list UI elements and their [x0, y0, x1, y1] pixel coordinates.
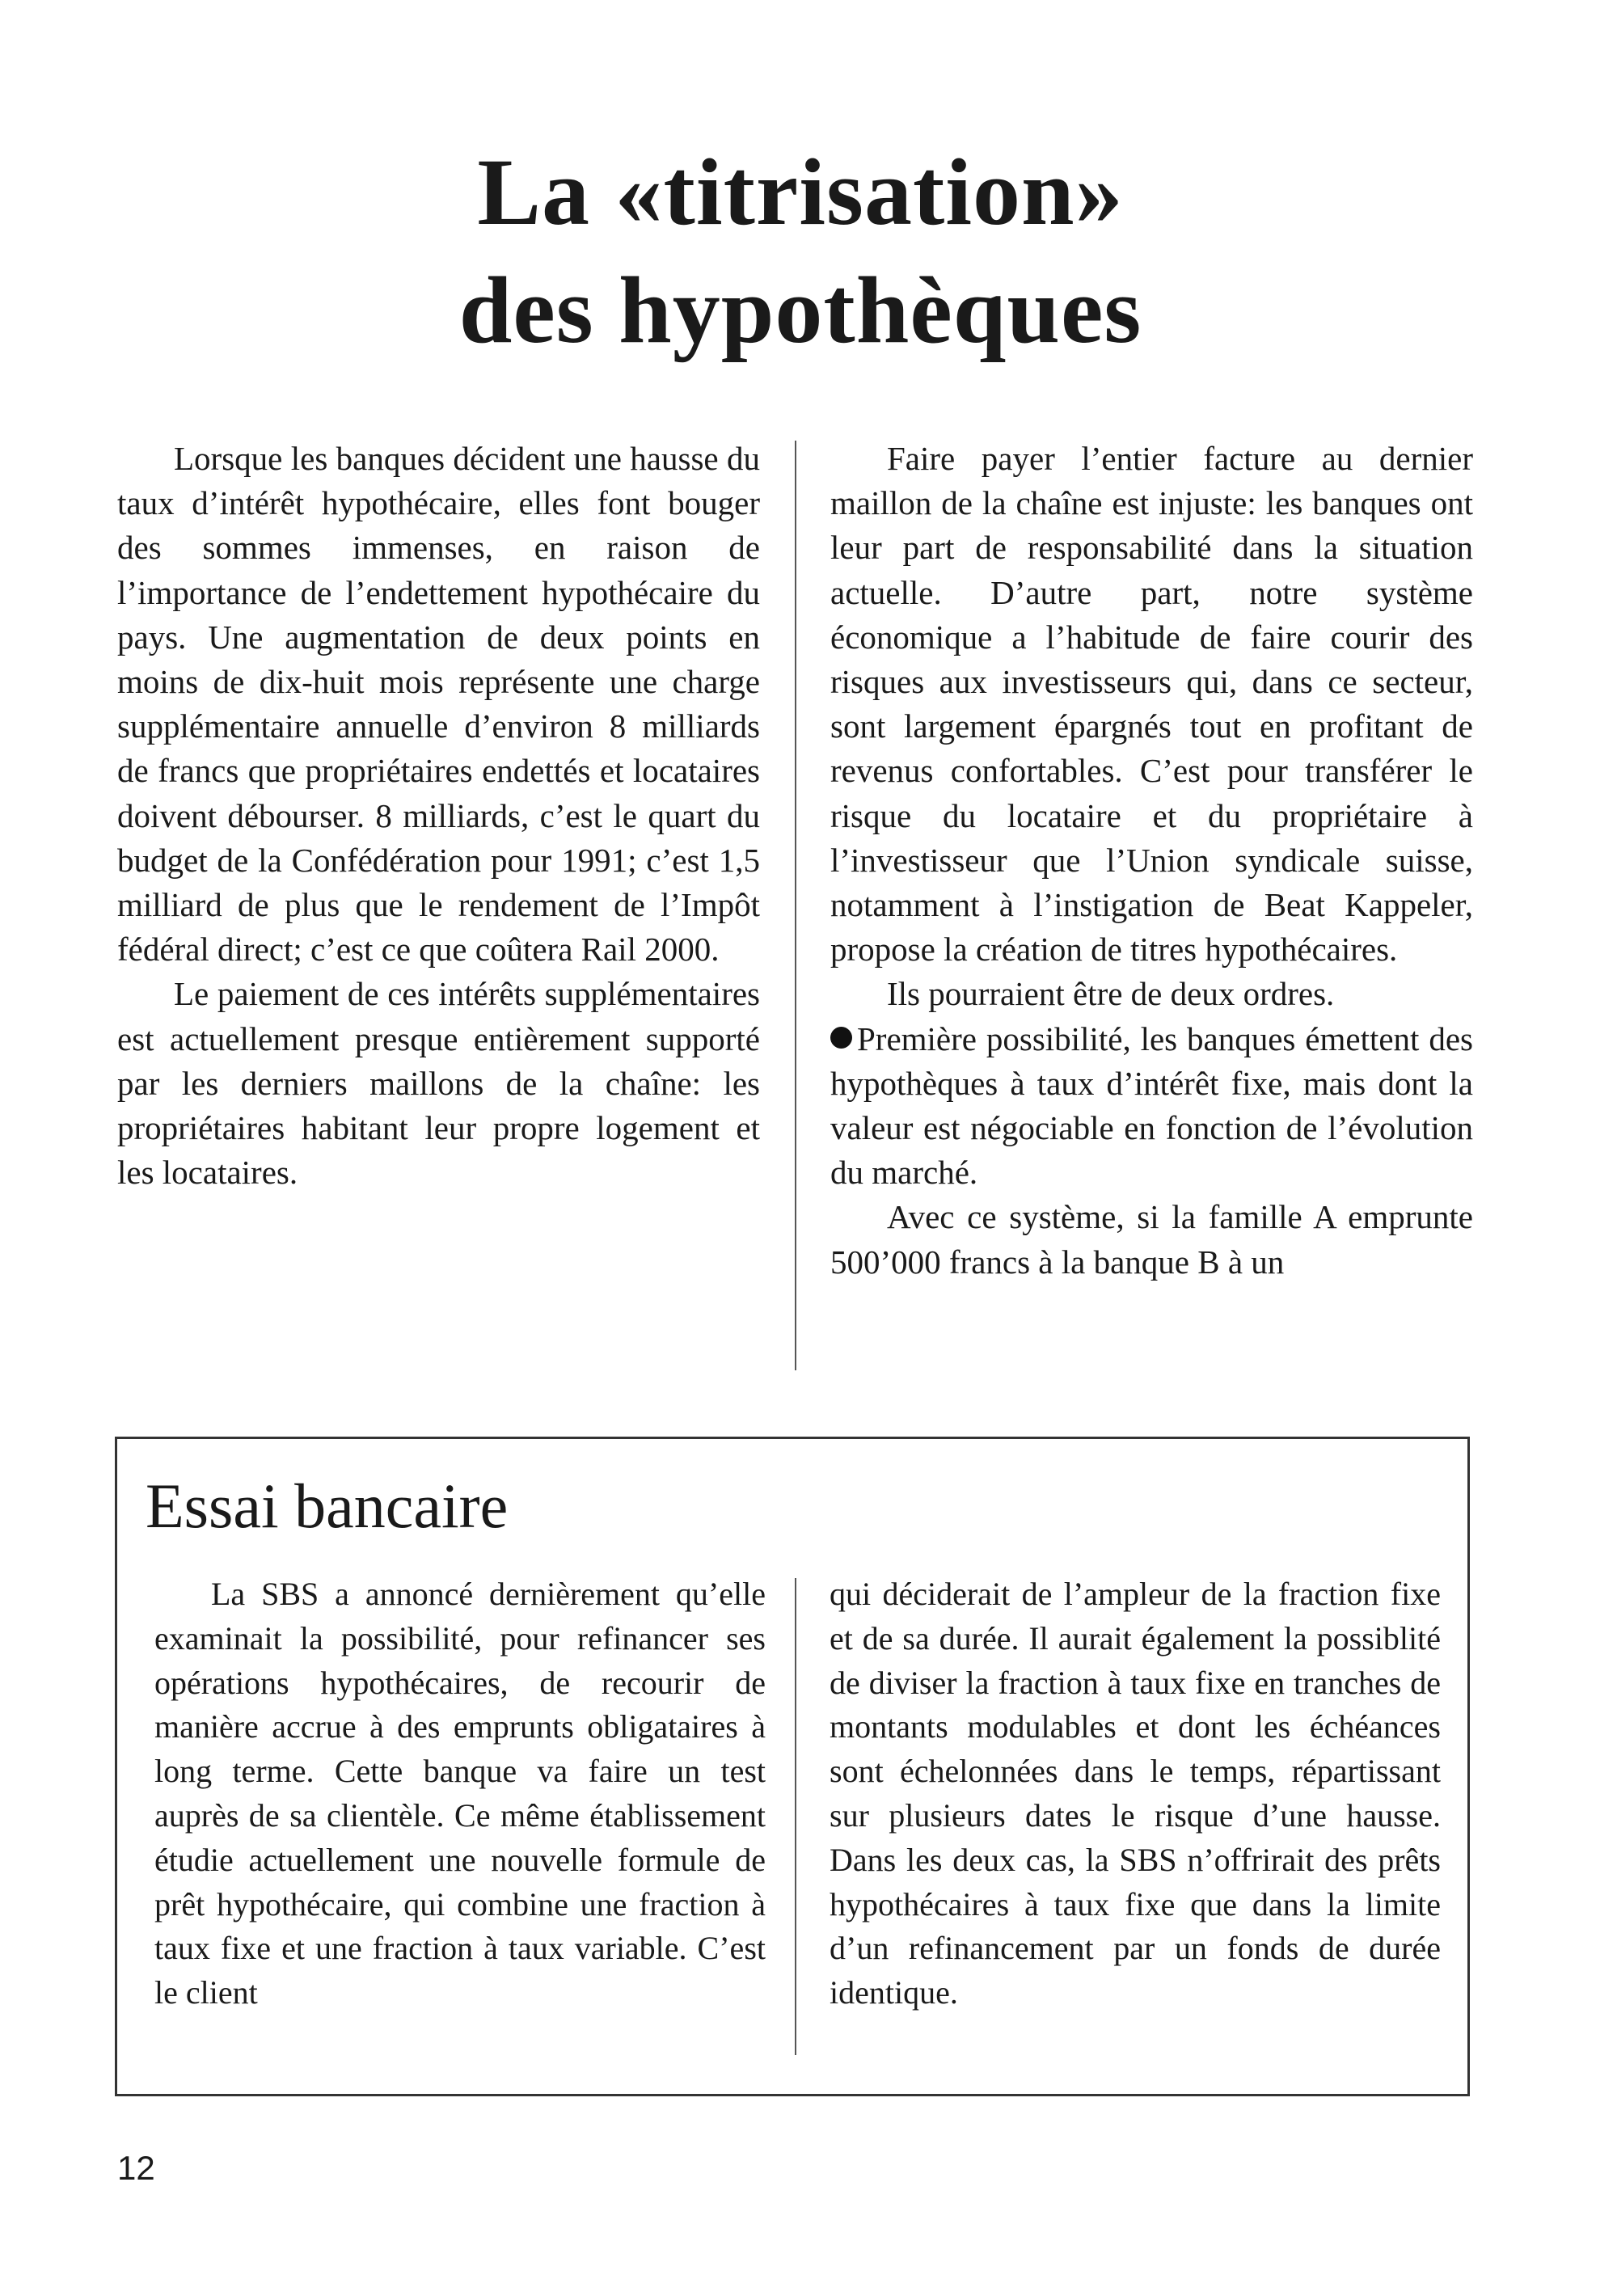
- bullet-paragraph: [830, 1017, 1473, 1196]
- page-number: 12: [117, 2149, 155, 2187]
- article-paragraph: Ils pourraient être de deux ordres.: [887, 975, 1335, 1013]
- article-paragraph: Avec ce système, si la famille A emprunte 500’000 francs à la banque B à un: [830, 1198, 1473, 1281]
- box-right-column: [830, 1572, 1441, 2015]
- box-paragraph-left: La SBS a annoncé dernièrement qu’elle examinait la possibilité, pour refinancer ses opérations hypothécaires, de recourir de manière accrue à des emprunts obligataires à long terme. Cette banque va faire un test auprès de sa clientèle. Ce même établissement étudie actuellement une nouvelle formule de prêt hypothécaire, qui combine une fraction à taux fixe et une fraction à taux variable. C’est le client: [154, 1576, 766, 2011]
- column-divider: [795, 441, 796, 1370]
- article-right-column: [830, 437, 1473, 1285]
- box-paragraph-right: qui déciderait de l’ampleur de la fraction fixe et de sa durée. Il aurait également la possiblité de diviser la fraction à taux fixe en tranches de montants modulables et dont les échéances sont échelonnées dans le temps, répartissant sur plusieurs dates le risque d’une hausse. Dans les deux cas, la SBS n’offrirait des prêts hypothécaires à taux fixe que dans la limite d’un refinancement par un fonds de durée identique.: [830, 1576, 1441, 2011]
- article-title: [117, 133, 1484, 369]
- title-line-2: des hypothèques: [458, 257, 1142, 363]
- sidebar-box: [115, 1437, 1470, 2096]
- article-paragraph: Le paiement de ces intérêts supplémentaires est actuellement presque entièrement supporté par les derniers maillons de la chaîne: les propriétaires habitant leur propre logement et les locataires.: [117, 975, 760, 1192]
- box-column-divider: [795, 1578, 796, 2055]
- bullet-text: Première possibilité, les banques émettent des hypothèques à taux d’intérêt fixe, mais dont la valeur est négociable en fonction de l’évolution du marché.: [830, 1019, 1473, 1192]
- bullet-icon: [830, 1027, 852, 1049]
- box-left-column: [154, 1572, 766, 2015]
- article-paragraph: Lorsque les banques décident une hausse du taux d’intérêt hypothécaire, elles font bouger des sommes immenses, en raison de l’importance de l’endettement hypothécaire du pays. Une augmentation de deux points en moins de dix-huit mois représente une charge supplémentaire annuelle d’environ 8 milliards de francs que propriétaires endettés et locataires doivent débourser. 8 milliards, c’est le quart du budget de la Confédération pour 1991; c’est 1,5 milliard de plus que le rendement de l’Impôt fédéral direct; c’est ce que coûtera Rail 2000.: [117, 440, 760, 969]
- box-title: Essai bancaire: [146, 1471, 509, 1541]
- article-left-column: [117, 437, 760, 1195]
- title-line-1: La «titrisation»: [477, 139, 1124, 245]
- article-paragraph: Faire payer l’entier facture au dernier maillon de la chaîne est injuste: les banques ont leur part de responsabilité dans la situation actuelle. D’autre part, notre système économique a l’habitude de faire courir des risques aux investisseurs qui, dans ce secteur, sont largement épargnés tout en profitant de revenus confortables. C’est pour transférer le risque du locataire et du propriétaire à l’investisseur que l’Union syndicale suisse, notamment à l’instigation de Beat Kappeler, propose la création de titres hypothécaires.: [830, 440, 1473, 969]
